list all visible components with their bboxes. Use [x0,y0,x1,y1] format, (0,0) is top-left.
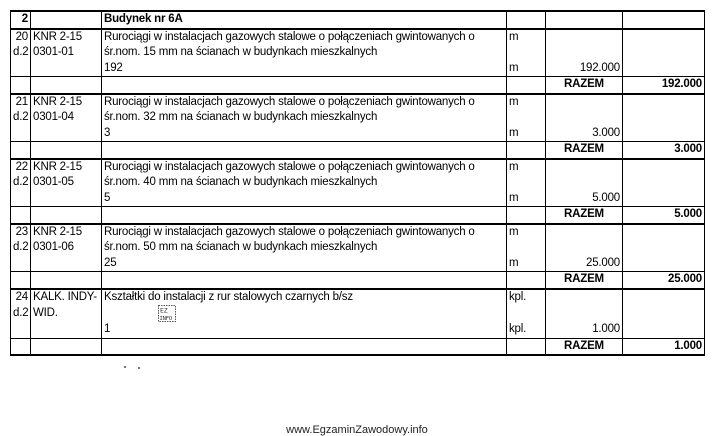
item-quantity: 192.000 [546,61,623,77]
item-unit: m [507,126,546,142]
razem-value: 25.000 [623,272,705,289]
item-description: śr.nom. 15 mm na ścianach w budynkach mieszkalnych [102,45,507,61]
item-lp: 21 [11,94,31,111]
item-quantity: 3.000 [546,126,623,142]
table-row [11,224,705,241]
item-unit: m [507,29,546,46]
razem-row [11,207,705,224]
table-row [11,322,705,338]
item-description: Rurociągi w instalacjach gazowych stalowe o połączeniach gwintowanych o [102,159,507,176]
razem-row [11,77,705,94]
item-prefix: d.2 [11,305,31,322]
item-prefix: d.2 [11,175,31,191]
kosztorys-sheet [10,10,704,356]
item-code: 0301-05 [31,175,102,191]
item-code: KNR 2-15 [31,29,102,46]
razem-value: 1.000 [623,338,705,355]
item-code: 0301-01 [31,45,102,61]
razem-label: RAZEM [546,77,623,94]
table-row [11,289,705,306]
razem-row [11,142,705,159]
table-row [11,191,705,207]
item-code: KNR 2-15 [31,94,102,111]
scan-speck [138,367,140,369]
razem-value: 5.000 [623,207,705,224]
svg-text:INFO: INFO [159,316,172,322]
item-unit: m [507,256,546,272]
table-row [11,256,705,272]
razem-label: RAZEM [546,338,623,355]
razem-value: 3.000 [623,142,705,159]
item-description: Rurociągi w instalacjach gazowych stalowe o połączeniach gwintowanych o [102,224,507,241]
item-code: 0301-04 [31,110,102,126]
item-code: WID. [31,305,102,322]
item-quantity: 25.000 [546,256,623,272]
item-code: KNR 2-15 [31,159,102,176]
przedmiar-table [10,10,705,356]
table-row [11,29,705,46]
table-row [11,110,705,126]
item-description: Rurociągi w instalacjach gazowych stalowe o połączeniach gwintowanych o [102,94,507,111]
svg-text:EZ: EZ [160,306,168,315]
item-unit: m [507,159,546,176]
item-prefix: d.2 [11,240,31,256]
item-unit: kpl. [507,289,546,306]
item-unit: m [507,94,546,111]
section-number: 2 [11,11,31,29]
razem-value: 192.000 [623,77,705,94]
item-formula: 25 [102,256,507,272]
item-unit: m [507,224,546,241]
item-unit: kpl. [507,322,546,338]
item-lp: 24 [11,289,31,306]
item-formula: 5 [102,191,507,207]
item-formula: 1 [102,322,507,338]
razem-label: RAZEM [546,207,623,224]
item-description: śr.nom. 50 mm na ścianach w budynkach mieszkalnych [102,240,507,256]
item-formula: 3 [102,126,507,142]
item-code: KALK. INDY- [31,289,102,306]
item-lp: 23 [11,224,31,241]
watermark-site: www.EgzaminZawodowy.info [286,424,428,436]
table-row [11,305,705,322]
razem-row [11,338,705,355]
section-header-row [11,11,705,29]
item-description-extra [102,305,507,322]
scan-speck [124,366,126,368]
table-row [11,61,705,77]
table-row [11,159,705,176]
table-row [11,45,705,61]
table-row [11,126,705,142]
section-title: Budynek nr 6A [102,11,507,29]
razem-label: RAZEM [546,272,623,289]
ez-info-watermark-icon [158,305,176,322]
item-prefix: d.2 [11,110,31,126]
item-description: Rurociągi w instalacjach gazowych stalowe o połączeniach gwintowanych o [102,29,507,46]
razem-label: RAZEM [546,142,623,159]
section-code-cell [31,11,102,29]
item-lp: 20 [11,29,31,46]
item-code: KNR 2-15 [31,224,102,241]
table-row [11,240,705,256]
table-row [11,175,705,191]
item-quantity: 5.000 [546,191,623,207]
item-prefix: d.2 [11,45,31,61]
item-description: śr.nom. 40 mm na ścianach w budynkach mieszkalnych [102,175,507,191]
item-lp: 22 [11,159,31,176]
item-code: 0301-06 [31,240,102,256]
item-formula: 192 [102,61,507,77]
razem-row [11,272,705,289]
item-unit: m [507,191,546,207]
item-description: Kształtki do instalacji z rur stalowych czarnych b/sz [102,289,507,306]
item-quantity: 1.000 [546,322,623,338]
item-unit: m [507,61,546,77]
item-description: śr.nom. 32 mm na ścianach w budynkach mieszkalnych [102,110,507,126]
table-row [11,94,705,111]
